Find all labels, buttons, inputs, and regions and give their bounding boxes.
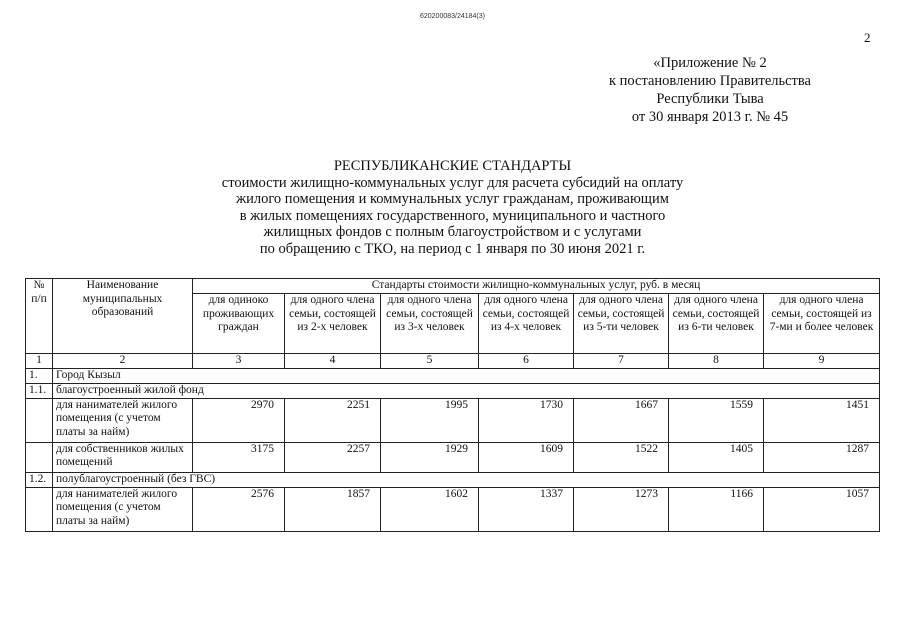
column-number: 4 — [285, 354, 381, 369]
column-number: 2 — [53, 354, 193, 369]
standards-table — [25, 278, 880, 532]
appendix-line: от 30 января 2013 г. № 45 — [631, 109, 789, 125]
header-group: Стандарты стоимости жилищно-коммунальных услуг, руб. в месяц — [193, 279, 880, 294]
row-num: 1. — [26, 368, 53, 383]
row-num: 1.2. — [26, 472, 53, 487]
table-cell: 2251 — [285, 398, 381, 442]
table-cell: 2576 — [193, 487, 285, 531]
table-cell: 1559 — [669, 398, 764, 442]
table-cell: 1609 — [479, 442, 574, 472]
row-label: для нанимателей жилого помещения (с учетом платы за найм) — [53, 487, 193, 531]
document-id: 620200083/24184(3) — [419, 13, 485, 20]
table-cell: 1057 — [764, 487, 880, 531]
row-label: для собственников жилых помещений — [53, 442, 193, 472]
page-number: 2 — [864, 30, 871, 45]
sub-header: для одиноко проживающих граждан — [193, 294, 285, 354]
column-number: 9 — [764, 354, 880, 369]
title-line: жилищных фондов с полным благоустройством и с услугами — [263, 224, 642, 240]
table-cell: 1667 — [574, 398, 669, 442]
appendix-line: к постановлению Правительства — [609, 73, 811, 89]
title-line: по обращению с ТКО, на период с 1 января по 30 июня 2021 г. — [259, 240, 646, 257]
row-label: для нанимателей жилого помещения (с учетом платы за найм) — [53, 398, 193, 442]
table-cell: 1405 — [669, 442, 764, 472]
row-num: 1.1. — [26, 383, 53, 398]
title-line: стоимости жилищно-коммунальных услуг для расчета субсидий на оплату — [221, 174, 684, 191]
section-label: Город Кызыл — [53, 368, 880, 383]
header-num: № п/п — [26, 279, 53, 354]
table-cell: 1857 — [285, 487, 381, 531]
title-line: жилого помещения и коммунальных услуг гражданам, проживающим — [236, 191, 669, 207]
appendix-header — [580, 54, 840, 126]
section-label: благоустроенный жилой фонд — [53, 383, 880, 398]
sub-header: для одного члена семьи, состоящей из 2-х человек — [285, 294, 381, 354]
appendix-line: «Приложение № 2 — [653, 55, 767, 71]
table-cell: 3175 — [193, 442, 285, 472]
section-label: полублагоустроенный (без ГВС) — [53, 472, 880, 487]
table-cell: 1995 — [381, 398, 479, 442]
table-cell: 1522 — [574, 442, 669, 472]
sub-header: для одного члена семьи, состоящей из 3-х человек — [381, 294, 479, 354]
row-num — [26, 442, 53, 472]
column-number: 7 — [574, 354, 669, 369]
column-number: 3 — [193, 354, 285, 369]
table-cell: 1273 — [574, 487, 669, 531]
column-number: 6 — [479, 354, 574, 369]
appendix-line: Республики Тыва — [656, 91, 764, 107]
sub-header: для одного члена семьи, состоящей из 5-ти человек — [574, 294, 669, 354]
table-cell: 2257 — [285, 442, 381, 472]
row-num — [26, 487, 53, 531]
table-cell: 1451 — [764, 398, 880, 442]
row-num — [26, 398, 53, 442]
table-cell: 1287 — [764, 442, 880, 472]
column-number: 5 — [381, 354, 479, 369]
table-cell: 1730 — [479, 398, 574, 442]
table-cell: 1166 — [669, 487, 764, 531]
table-cell: 2970 — [193, 398, 285, 442]
sub-header: для одного члена семьи, состоящей из 4-х человек — [479, 294, 574, 354]
column-number: 8 — [669, 354, 764, 369]
column-number: 1 — [26, 354, 53, 369]
sub-header: для одного члена семьи, состоящей из 6-ти человек — [669, 294, 764, 354]
title-heading: РЕСПУБЛИКАНСКИЕ СТАНДАРТЫ — [333, 158, 572, 174]
sub-header: для одного члена семьи, состоящей из 7-ми и более человек — [764, 294, 880, 354]
table-cell: 1929 — [381, 442, 479, 472]
table-cell: 1337 — [479, 487, 574, 531]
document-title — [0, 158, 905, 257]
table-cell: 1602 — [381, 487, 479, 531]
title-line: в жилых помещениях государственного, муниципального и частного — [239, 207, 666, 224]
header-name: Наименование муниципальных образований — [53, 279, 193, 354]
